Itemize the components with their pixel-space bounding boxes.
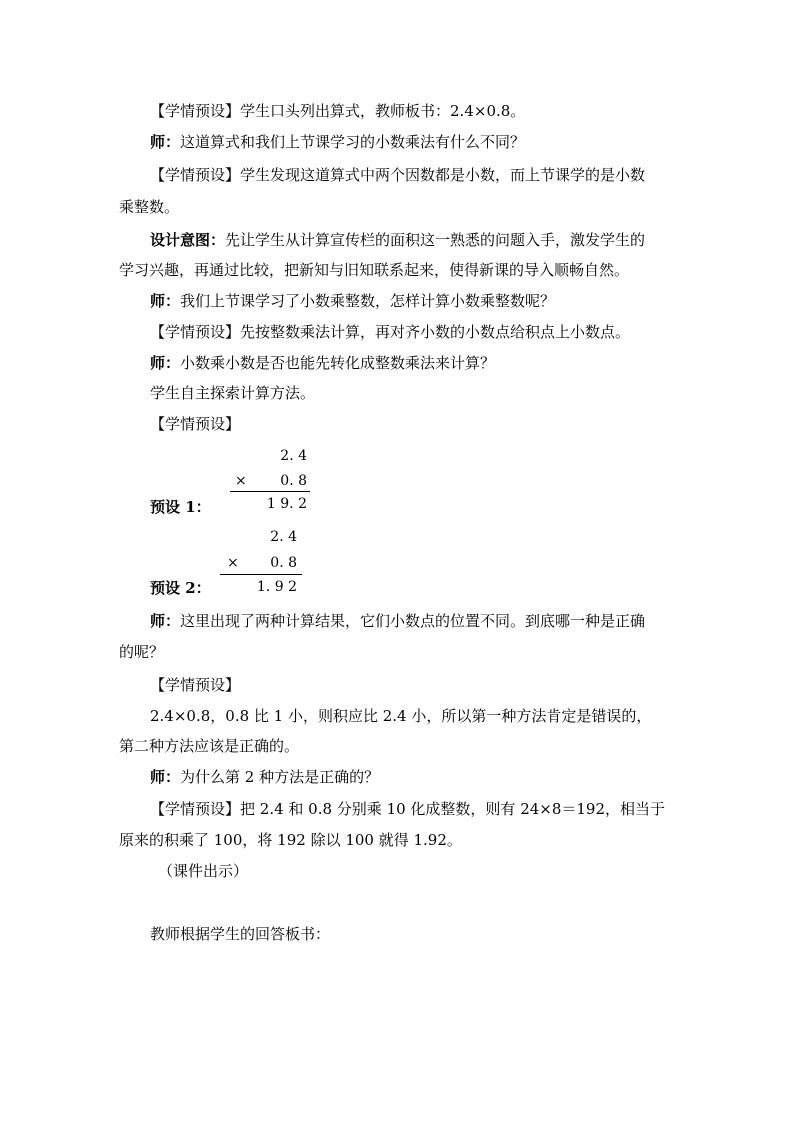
product: 1 9. 2 xyxy=(266,496,307,512)
multiply-sign: × xyxy=(227,555,239,571)
paragraph-text: 小数乘小数是否也能先转化成整数乘法来计算？ xyxy=(180,354,496,372)
paragraph-board-writing: 教师根据学生的回答板书： xyxy=(150,925,331,943)
preset-label: 预设 1： xyxy=(150,498,211,516)
paragraph-continuation: 学习兴趣，再通过比较，把新知与旧知联系起来，使得新课的导入顺畅自然。 xyxy=(119,261,630,279)
design-intent-tag: 设计意图： xyxy=(150,231,226,249)
result-line xyxy=(220,574,302,575)
multiplier: 0. 8 xyxy=(270,555,297,571)
teacher-tag: 师： xyxy=(150,768,181,786)
multiply-sign: × xyxy=(235,473,247,489)
teacher-tag: 师： xyxy=(150,354,181,372)
paragraph-text: 学生口头列出算式，教师板书：2.4×0.8。 xyxy=(240,102,526,120)
paragraph-continuation: 的呢？ xyxy=(119,643,165,661)
teacher-tag: 师： xyxy=(150,292,181,310)
multiplier: 0. 8 xyxy=(280,473,307,489)
paragraph-continuation: 第二种方法应该是正确的。 xyxy=(119,737,300,755)
paragraph-text: 先按整数乘法计算，再对齐小数的小数点给积点上小数点。 xyxy=(240,323,631,341)
paragraph-student-preset-4 xyxy=(150,799,665,819)
result-line xyxy=(230,491,310,492)
preset-heading: 【学情预设】 xyxy=(150,415,241,433)
paragraph-student-preset-3 xyxy=(150,322,630,342)
paragraph-continuation: 原来的积乘了 100，将 192 除以 100 就得 1.92。 xyxy=(119,831,462,849)
preset-tag: 【学情预设】 xyxy=(150,323,241,341)
paragraph-text: 学生发现这道算式中两个因数都是小数，而上节课学的是小数 xyxy=(240,166,646,184)
preset-label: 预设 2： xyxy=(150,579,211,597)
paragraph-reasoning: 2.4×0.8，0.8 比 1 小，则积应比 2.4 小，所以第一种方法肯定是错误的， xyxy=(150,707,652,725)
teacher-tag: 师： xyxy=(150,133,181,151)
paragraph-teacher-question-4 xyxy=(150,611,645,631)
product: 1. 9 2 xyxy=(256,579,297,595)
preset-heading: 【学情预设】 xyxy=(150,676,241,694)
paragraph-continuation: 乘整数。 xyxy=(119,198,180,216)
paragraph-text: 这里出现了两种计算结果，它们小数点的位置不同。到底哪一种是正确 xyxy=(180,612,646,630)
multiplicand: 2. 4 xyxy=(280,448,307,464)
paragraph-design-intent xyxy=(150,230,645,250)
paragraph-text: 先让学生从计算宣传栏的面积这一熟悉的问题入手，激发学生的 xyxy=(225,231,646,249)
paragraph-teacher-question-1 xyxy=(150,132,525,152)
teacher-tag: 师： xyxy=(150,612,181,630)
paragraph-text: 我们上节课学习了小数乘整数，怎样计算小数乘整数呢？ xyxy=(180,292,556,310)
paragraph-teacher-question-2 xyxy=(150,291,555,311)
multiplicand: 2. 4 xyxy=(270,529,297,545)
paragraph-text: 为什么第 2 种方法是正确的？ xyxy=(180,768,380,786)
preset-tag: 【学情预设】 xyxy=(150,166,241,184)
paragraph-teacher-question-3 xyxy=(150,353,495,373)
preset-tag: 【学情预设】 xyxy=(150,102,241,120)
paragraph-student-explore: 学生自主探索计算方法。 xyxy=(150,384,316,402)
paragraph-text: 这道算式和我们上节课学习的小数乘法有什么不同？ xyxy=(180,133,526,151)
paragraph-text: 把 2.4 和 0.8 分别乘 10 化成整数，则有 24×8＝192，相当于 xyxy=(240,800,666,818)
courseware-note: （课件出示） xyxy=(158,862,249,880)
paragraph-student-preset-1 xyxy=(150,101,525,121)
paragraph-teacher-question-5 xyxy=(150,767,379,787)
preset-tag: 【学情预设】 xyxy=(150,800,241,818)
paragraph-student-preset-2 xyxy=(150,165,645,185)
